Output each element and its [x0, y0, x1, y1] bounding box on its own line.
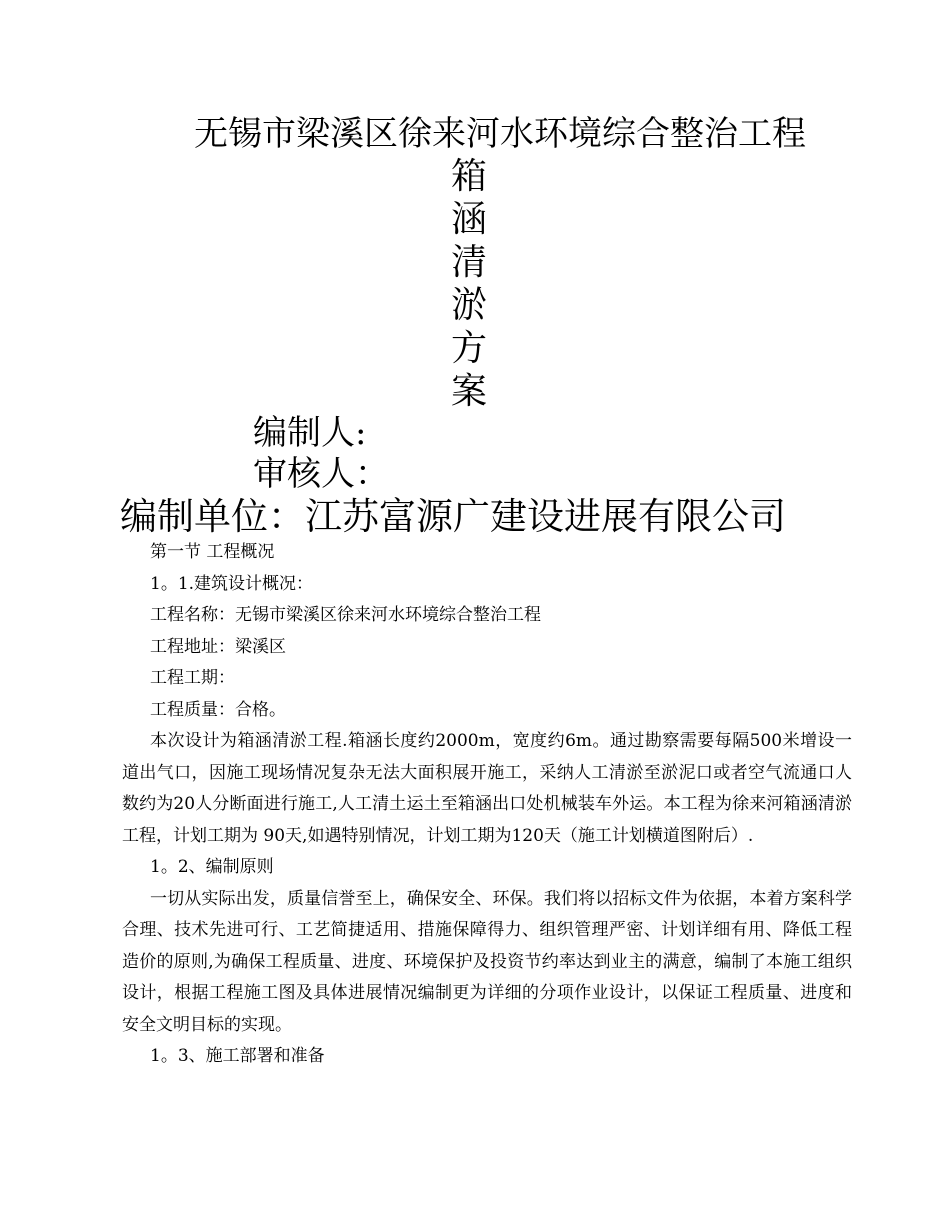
principle-paragraph: 一切从实际出发，质量信誉至上，确保安全、环保。我们将以招标文件为依据，本着方案科学合理、技术先进可行、工艺简捷适用、措施保障得力、组织管理严密、计划详细有用、降低工程造价的原则,为确保工程质量、进度、环境保护及投资节约率达到业主的满意，编制了本施工组织设计，根据工程施工图及具体进展情况编制更为详细的分项作业设计，以保证工程质量、进度和安全文明目标的实现。 [122, 888, 852, 1035]
subsection-heading-3: 1。3、施工部署和准备 [150, 1046, 325, 1066]
reviewed-by-label: 审核人： [253, 454, 389, 494]
prepared-by-label: 编制人: [253, 413, 367, 453]
project-name: 工程名称：无锡市梁溪区徐来河水环境综合整治工程 [150, 605, 541, 625]
project-address: 工程地址：梁溪区 [150, 636, 286, 657]
vertical-title-char-2: 涵 [450, 199, 487, 240]
vertical-title-char-4: 淤 [450, 285, 487, 326]
vertical-title-char-3: 清 [450, 242, 487, 283]
section-heading: 第一节 工程概况 [150, 542, 275, 562]
vertical-title-char-1: 箱 [450, 156, 487, 197]
vertical-title-char-6: 案 [450, 371, 487, 412]
vertical-title-char-5: 方 [450, 328, 487, 369]
project-quality: 工程质量：合格。 [150, 699, 286, 720]
project-period: 工程工期： [150, 668, 235, 688]
organization-line: 编制单位：江苏富源广建设进展有限公司 [120, 495, 786, 538]
project-description: 本次设计为箱涵清淤工程.箱涵长度约2000m，宽度约6m。通过勘察需要每隔500米增设一道出气口，因施工现场情况复杂无法大面积展开施工，采纳人工清淤至淤泥口或者空气流通口人数约为20人分断面进行施工,人工清土运土至箱涵出口处机械装车外运。本工程为徐来河箱涵清淤工程，计划工期为 90天,如遇特别情况，计划工期为120天（施工计划横道图附后）. [122, 731, 852, 846]
subsection-heading-2: 1。2、编制原则 [150, 857, 274, 877]
cover-title: 无锡市梁溪区徐来河水环境综合整治工程 [194, 114, 806, 154]
subsection-heading-1: 1。1.建筑设计概况： [150, 573, 314, 594]
document-body [122, 537, 852, 1073]
